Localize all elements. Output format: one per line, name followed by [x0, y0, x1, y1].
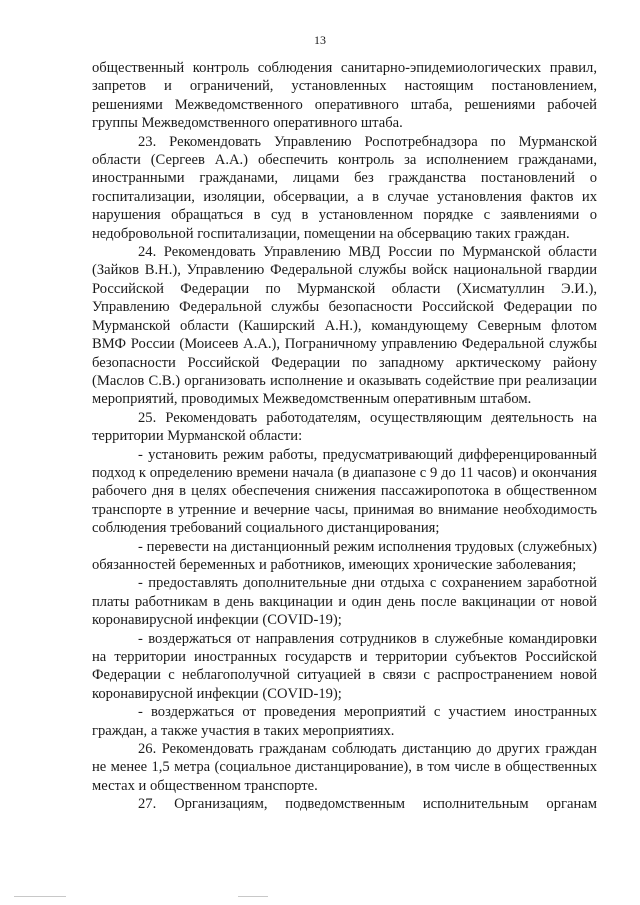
list-item-vaccination-days-off: - предоставлять дополнительные дни отдыха с сохранением заработной платы работникам в день вакцинации и один день после вакцинации от новой коронавирусной инфекции (COVID-19); [92, 575, 597, 629]
document-body [92, 59, 597, 814]
list-item-remote-work: - перевести на дистанционный режим исполнения трудовых (служебных) обязанностей беременных и работников, имеющих хронические заболевания; [92, 538, 597, 573]
paragraph-continuation: общественный контроль соблюдения санитарно-эпидемиологических правил, запретов и ограничений, установленных настоящим постановлением, решениями Межведомственного оперативного штаба, решениями рабочей группы Межведомственного оперативного штаба. [92, 60, 597, 132]
list-item-work-schedule: - установить режим работы, предусматривающий дифференцированный подход к определению времени начала (в диапазоне с 9 до 11 часов) и окончания рабочего дня в целях обеспечения снижения пассажиропотока в общественном транспорте в утренние и вечерние часы, принимая во внимание необходимость соблюдения требований социального дистанцирования; [92, 446, 597, 537]
paragraph-item-27: 27. Организациям, подведомственным исполнительным органам [138, 796, 597, 813]
list-item-foreign-events: - воздержаться от проведения мероприятий с участием иностранных граждан, а также участия в таких мероприятиях. [92, 704, 597, 739]
paragraph-item-23: 23. Рекомендовать Управлению Роспотребнадзора по Мурманской области (Сергеев А.А.) обеспечить контроль за исполнением гражданами, иностранными гражданами, лицами без гражданства постановлений о госпитализации, изоляции, обсервации, а в случае установления фактов их нарушения обращаться в суд в установленном порядке с заявлениями о недобровольной госпитализации, помещении на обсервацию таких граждан. [92, 133, 597, 242]
paragraph-item-24: 24. Рекомендовать Управлению МВД России по Мурманской области (Зайков В.Н.), Управлению Федеральной службы войск национальной гвардии Российской Федерации по Мурманской области (Хисматуллин Э.И.), Управлению Федеральной службы безопасности Российской Федерации по Мурманской области (Каширский А.Н.), командующему Северным флотом ВМФ России (Моисеев А.А.), Пограничному управлению Федеральной службы безопасности Российской Федерации по западному арктическому району (Маслов С.В.) организовать исполнение и оказывать содействие при реализации мероприятий, проводимых Межведомственным оперативным штабом. [92, 244, 597, 408]
scan-edge-mark-left [14, 896, 66, 897]
scan-edge-mark-center [238, 896, 268, 897]
paragraph-item-26: 26. Рекомендовать гражданам соблюдать дистанцию до других граждан не менее 1,5 метра (социальное дистанцирование), в том числе в общественных местах и общественном транспорте. [92, 741, 597, 794]
list-item-business-trips: - воздержаться от направления сотрудников в служебные командировки на территории иностранных государств и территории субъектов Российской Федерации с неблагополучной ситуацией в связи с распространением новой коронавирусной инфекции (COVID-19); [92, 630, 597, 702]
paragraph-item-25: 25. Рекомендовать работодателям, осуществляющим деятельность на территории Мурманской области: [92, 409, 597, 445]
page-number: 13 [314, 33, 326, 47]
